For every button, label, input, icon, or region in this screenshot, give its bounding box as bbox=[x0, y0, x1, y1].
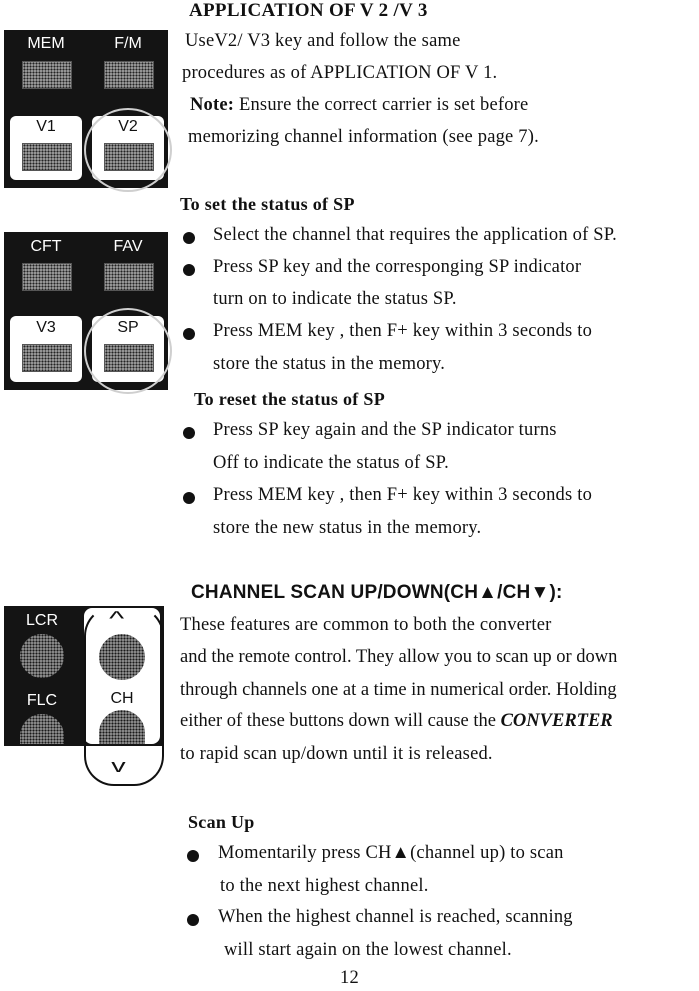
sp-set-bullet-1: Select the channel that requires the application of SP. bbox=[213, 225, 618, 245]
bullet-dot bbox=[187, 850, 199, 862]
v2-highlight-ring bbox=[84, 108, 172, 192]
fav-key[interactable] bbox=[104, 263, 154, 291]
scan-line-3: through channels one at a time in numerical order. Holding bbox=[180, 680, 617, 700]
sp-set-bullet-3a: Press MEM key , then F+ key within 3 seconds to bbox=[213, 321, 593, 341]
v1-key[interactable] bbox=[22, 143, 72, 171]
converter-emphasis: CONVERTER bbox=[500, 711, 613, 731]
scan-up-bullet-1a: Momentarily press CH▲(channel up) to scan bbox=[218, 843, 564, 863]
v1-key-label: V1 bbox=[36, 118, 56, 135]
sp-set-bullet-3b: store the status in the memory. bbox=[213, 354, 446, 374]
scan-up-title: Scan Up bbox=[188, 812, 255, 832]
bullet-dot bbox=[183, 328, 195, 340]
bullet-dot bbox=[183, 427, 195, 439]
cft-key[interactable] bbox=[22, 263, 72, 291]
scan-section-title: CHANNEL SCAN UP/DOWN(CH▲/CH▼): bbox=[191, 582, 563, 603]
bullet-dot bbox=[187, 914, 199, 926]
mem-key[interactable] bbox=[22, 61, 72, 89]
flc-key[interactable] bbox=[20, 714, 64, 744]
fm-key-label: F/M bbox=[114, 35, 142, 52]
sp-key-label: SP bbox=[117, 319, 139, 336]
scan-line-5: to rapid scan up/down until it is released. bbox=[180, 744, 493, 764]
note-label: Note: bbox=[190, 95, 235, 115]
sp-set-bullet-2b: turn on to indicate the status SP. bbox=[213, 289, 457, 309]
scan-line-4-text: either of these buttons down will cause the bbox=[180, 711, 501, 731]
sp-set-title: To set the status of SP bbox=[180, 194, 355, 214]
sp-reset-bullet-2b: store the new status in the memory. bbox=[213, 518, 482, 538]
scan-up-bullet-2b: will start again on the lowest channel. bbox=[224, 940, 512, 960]
v2-key-label: V2 bbox=[118, 118, 138, 135]
bullet-dot bbox=[183, 232, 195, 244]
scan-line-4 bbox=[180, 711, 613, 732]
v23-note bbox=[190, 95, 528, 116]
mem-key-label: MEM bbox=[27, 35, 65, 52]
ch-down-arrow-icon: v bbox=[111, 756, 126, 776]
v23-line-1: UseV2/ V3 key and follow the same bbox=[185, 31, 461, 51]
sp-set-bullet-2a: Press SP key and the corresponging SP indicator bbox=[213, 257, 582, 277]
scan-up-bullet-2a: When the highest channel is reached, scanning bbox=[218, 907, 573, 927]
lcr-key-label: LCR bbox=[25, 612, 58, 629]
v3-key-label: V3 bbox=[36, 319, 56, 336]
ch-key-label: CH bbox=[110, 690, 134, 707]
v23-line-3: memorizing channel information (see page 7). bbox=[188, 127, 539, 147]
bullet-dot bbox=[183, 492, 195, 504]
v23-section-title: APPLICATION OF V 2 /V 3 bbox=[189, 0, 428, 21]
sp-reset-bullet-1a: Press SP key again and the SP indicator turns bbox=[213, 420, 557, 440]
bullet-dot bbox=[183, 264, 195, 276]
page-number: 12 bbox=[340, 968, 359, 988]
sp-reset-bullet-1b: Off to indicate the status of SP. bbox=[213, 453, 449, 473]
scan-line-2: and the remote control. They allow you to scan up or down bbox=[180, 647, 618, 667]
cft-key-label: CFT bbox=[30, 238, 62, 255]
ch-up-arrow-icon: ^ bbox=[109, 608, 125, 630]
remote-keypad-v1-v2 bbox=[4, 30, 168, 188]
fm-key[interactable] bbox=[104, 61, 154, 89]
fav-key-label: FAV bbox=[113, 238, 143, 255]
remote-keypad-v3-sp bbox=[4, 232, 168, 390]
flc-key-label: FLC bbox=[26, 692, 58, 709]
lcr-key[interactable] bbox=[20, 634, 64, 678]
v23-line-2: procedures as of APPLICATION OF V 1. bbox=[182, 63, 498, 83]
sp-reset-bullet-2a: Press MEM key , then F+ key within 3 seconds to bbox=[213, 485, 593, 505]
scan-line-1: These features are common to both the converter bbox=[180, 615, 552, 635]
scan-up-bullet-1b: to the next highest channel. bbox=[220, 876, 429, 896]
v3-key[interactable] bbox=[22, 344, 72, 372]
sp-highlight-ring bbox=[84, 308, 172, 394]
note-text: Ensure the correct carrier is set before bbox=[234, 95, 529, 115]
sp-reset-title: To reset the status of SP bbox=[194, 389, 385, 409]
